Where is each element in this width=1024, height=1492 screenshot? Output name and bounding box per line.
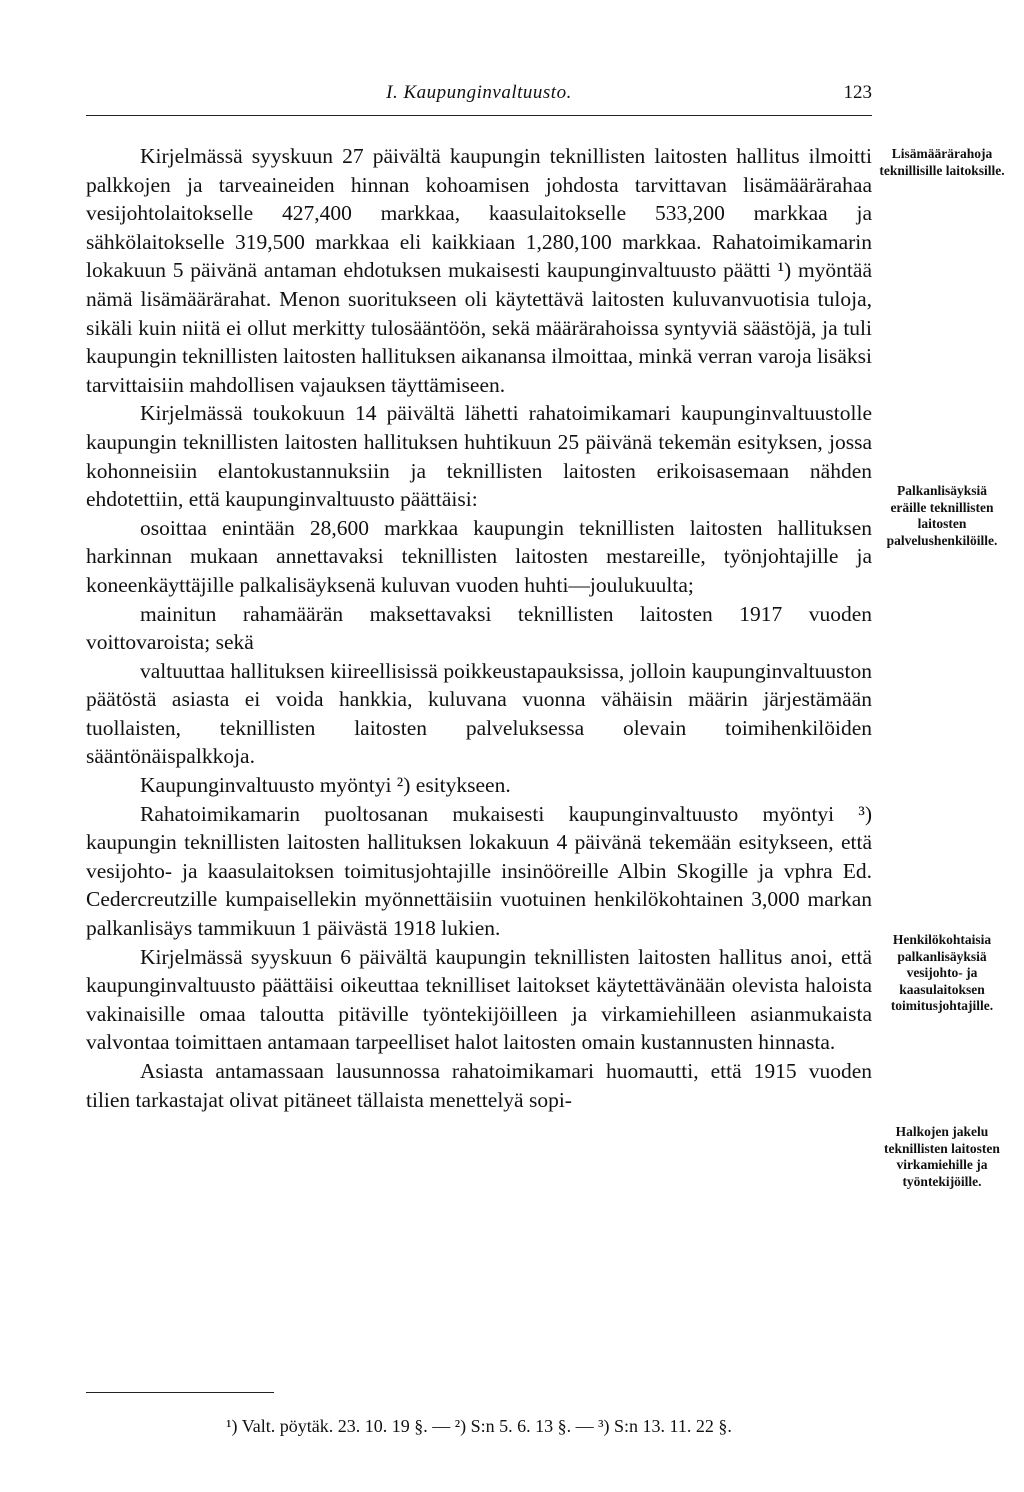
paragraph-6: Kaupunginvaltuusto myöntyi ²) esitykseen.: [140, 773, 511, 798]
paragraph-9: Asiasta antamassaan lausunnossa rahatoimikamari huomautti, että 1915 vuoden tilien tarkastajat olivat pitäneet tällaista menettelyä sopi-: [86, 1059, 872, 1112]
margin-note-4: Halkojen jakelu teknillisten laitosten virkamiehille ja työntekijöille.: [884, 1124, 1000, 1189]
margin-note-1: Lisämäärärahoja teknillisille laitoksille.: [879, 146, 1005, 178]
running-title: I. Kaupunginvaltuusto.: [386, 82, 572, 103]
paragraph-7: Rahatoimikamarin puoltosanan mukaisesti kaupunginvaltuusto myöntyi ³) kaupungin teknillisten laitosten hallituksen lokakuun 4 päivänä tekemään esitykseen, että vesijohto- ja kaasulaitoksen toimitusjohtajille insinööreille Albin Skogille ja vphra Ed. Cedercreutzille kumpaisellekin myönnettäisiin vuotuinen henkilökohtainen 3,000 markan palkanlisäys tammikuun 1 päivästä 1918 lukien.: [86, 801, 872, 941]
paragraph-5: valtuuttaa hallituksen kiireellisissä poikkeustapauksissa, jolloin kaupunginvaltuuston päätöstä asiasta ei voida hankkia, kuluvana vuonna vähäisin määrin järjestämään tuollaisten, teknillisten laitosten palveluksessa olevain toimihenkilöiden sääntönäispalkkoja.: [86, 658, 872, 769]
paragraph-8: Kirjelmässä syyskuun 6 päivältä kaupungin teknillisten laitosten hallitus anoi, että kaupunginvaltuusto päättäisi oikeuttaa teknilliset laitokset käytettävänään olevista haloista vakinaisille omaa taloutta pitäville työntekijöilleen ja virkamiehilleen asianmukaista valvontaa toimittaen antamaan tarpeelliset halot laitosten omain kustannusten hinnasta.: [86, 944, 872, 1055]
paragraph-3: osoittaa enintään 28,600 markkaa kaupungin teknillisten laitosten hallituksen harkinnan mukaan annettavaksi teknillisten laitosten mestareille, työnjohtajille ja koneenkäyttäjille palkalisäyksenä kuluvan vuoden huhti—joulukuulta;: [86, 515, 872, 597]
body-text: [86, 142, 872, 1114]
paragraph-2: Kirjelmässä toukokuun 14 päivältä lähetti rahatoimikamari kaupunginvaltuustolle kaupungin teknillisten laitosten hallituksen huhtikuun 25 päivänä tekemän esityksen, jossa kohonneisiin elantokustannuksiin ja teknillisten laitosten erikoisasemaan nähden ehdotettiin, että kaupunginvaltuusto päättäisi:: [86, 401, 872, 512]
footnotes: ¹) Valt. pöytäk. 23. 10. 19 §. — ²) S:n 5. 6. 13 §. — ³) S:n 13. 11. 22 §.: [226, 1416, 732, 1436]
paragraph-1: Kirjelmässä syyskuun 27 päivältä kaupungin teknillisten laitosten hallitus ilmoitti palkkojen ja tarveaineiden hinnan kohoamisen johdosta tarvittavan lisämäärärahaa vesijohtolaitokselle 427,400 markkaa, kaasulaitokselle 533,200 markkaa ja sähkölaitokselle 319,500 markkaa eli kaikkiaan 1,280,100 markkaa. Rahatoimikamarin lokakuun 5 päivänä antaman ehdotuksen mukaisesti kaupunginvaltuusto päätti ¹) myöntää nämä lisämäärärahat. Menon suoritukseen oli käytettävä laitosten kuluvanvuotisia tuloja, sikäli kuin niitä ei ollut merkitty tulosääntöön, sekä määrärahoissa syntyviä säästöjä, ja tuli kaupungin teknillisten laitosten hallituksen aikanansa ilmoittaa, minkä verran varoja lisäksi tarvittaisiin mahdollisen vajauksen täyttämiseen.: [86, 144, 872, 397]
footnote-rule: [86, 1392, 274, 1393]
paragraph-4: mainitun rahamäärän maksettavaksi teknillisten laitosten 1917 vuoden voittovaroista; sekä: [86, 601, 872, 655]
page-number: 123: [843, 82, 872, 103]
margin-note-2: Palkanlisäyksiä eräille teknillisten laitosten palvelushenkilöille.: [886, 483, 998, 548]
header-rule: [86, 115, 872, 116]
page-header: [86, 82, 872, 114]
margin-note-3: Henkilökohtaisia palkanlisäyksiä vesijohto- ja kaasulaitoksen toimitusjohtajille.: [890, 932, 994, 1013]
